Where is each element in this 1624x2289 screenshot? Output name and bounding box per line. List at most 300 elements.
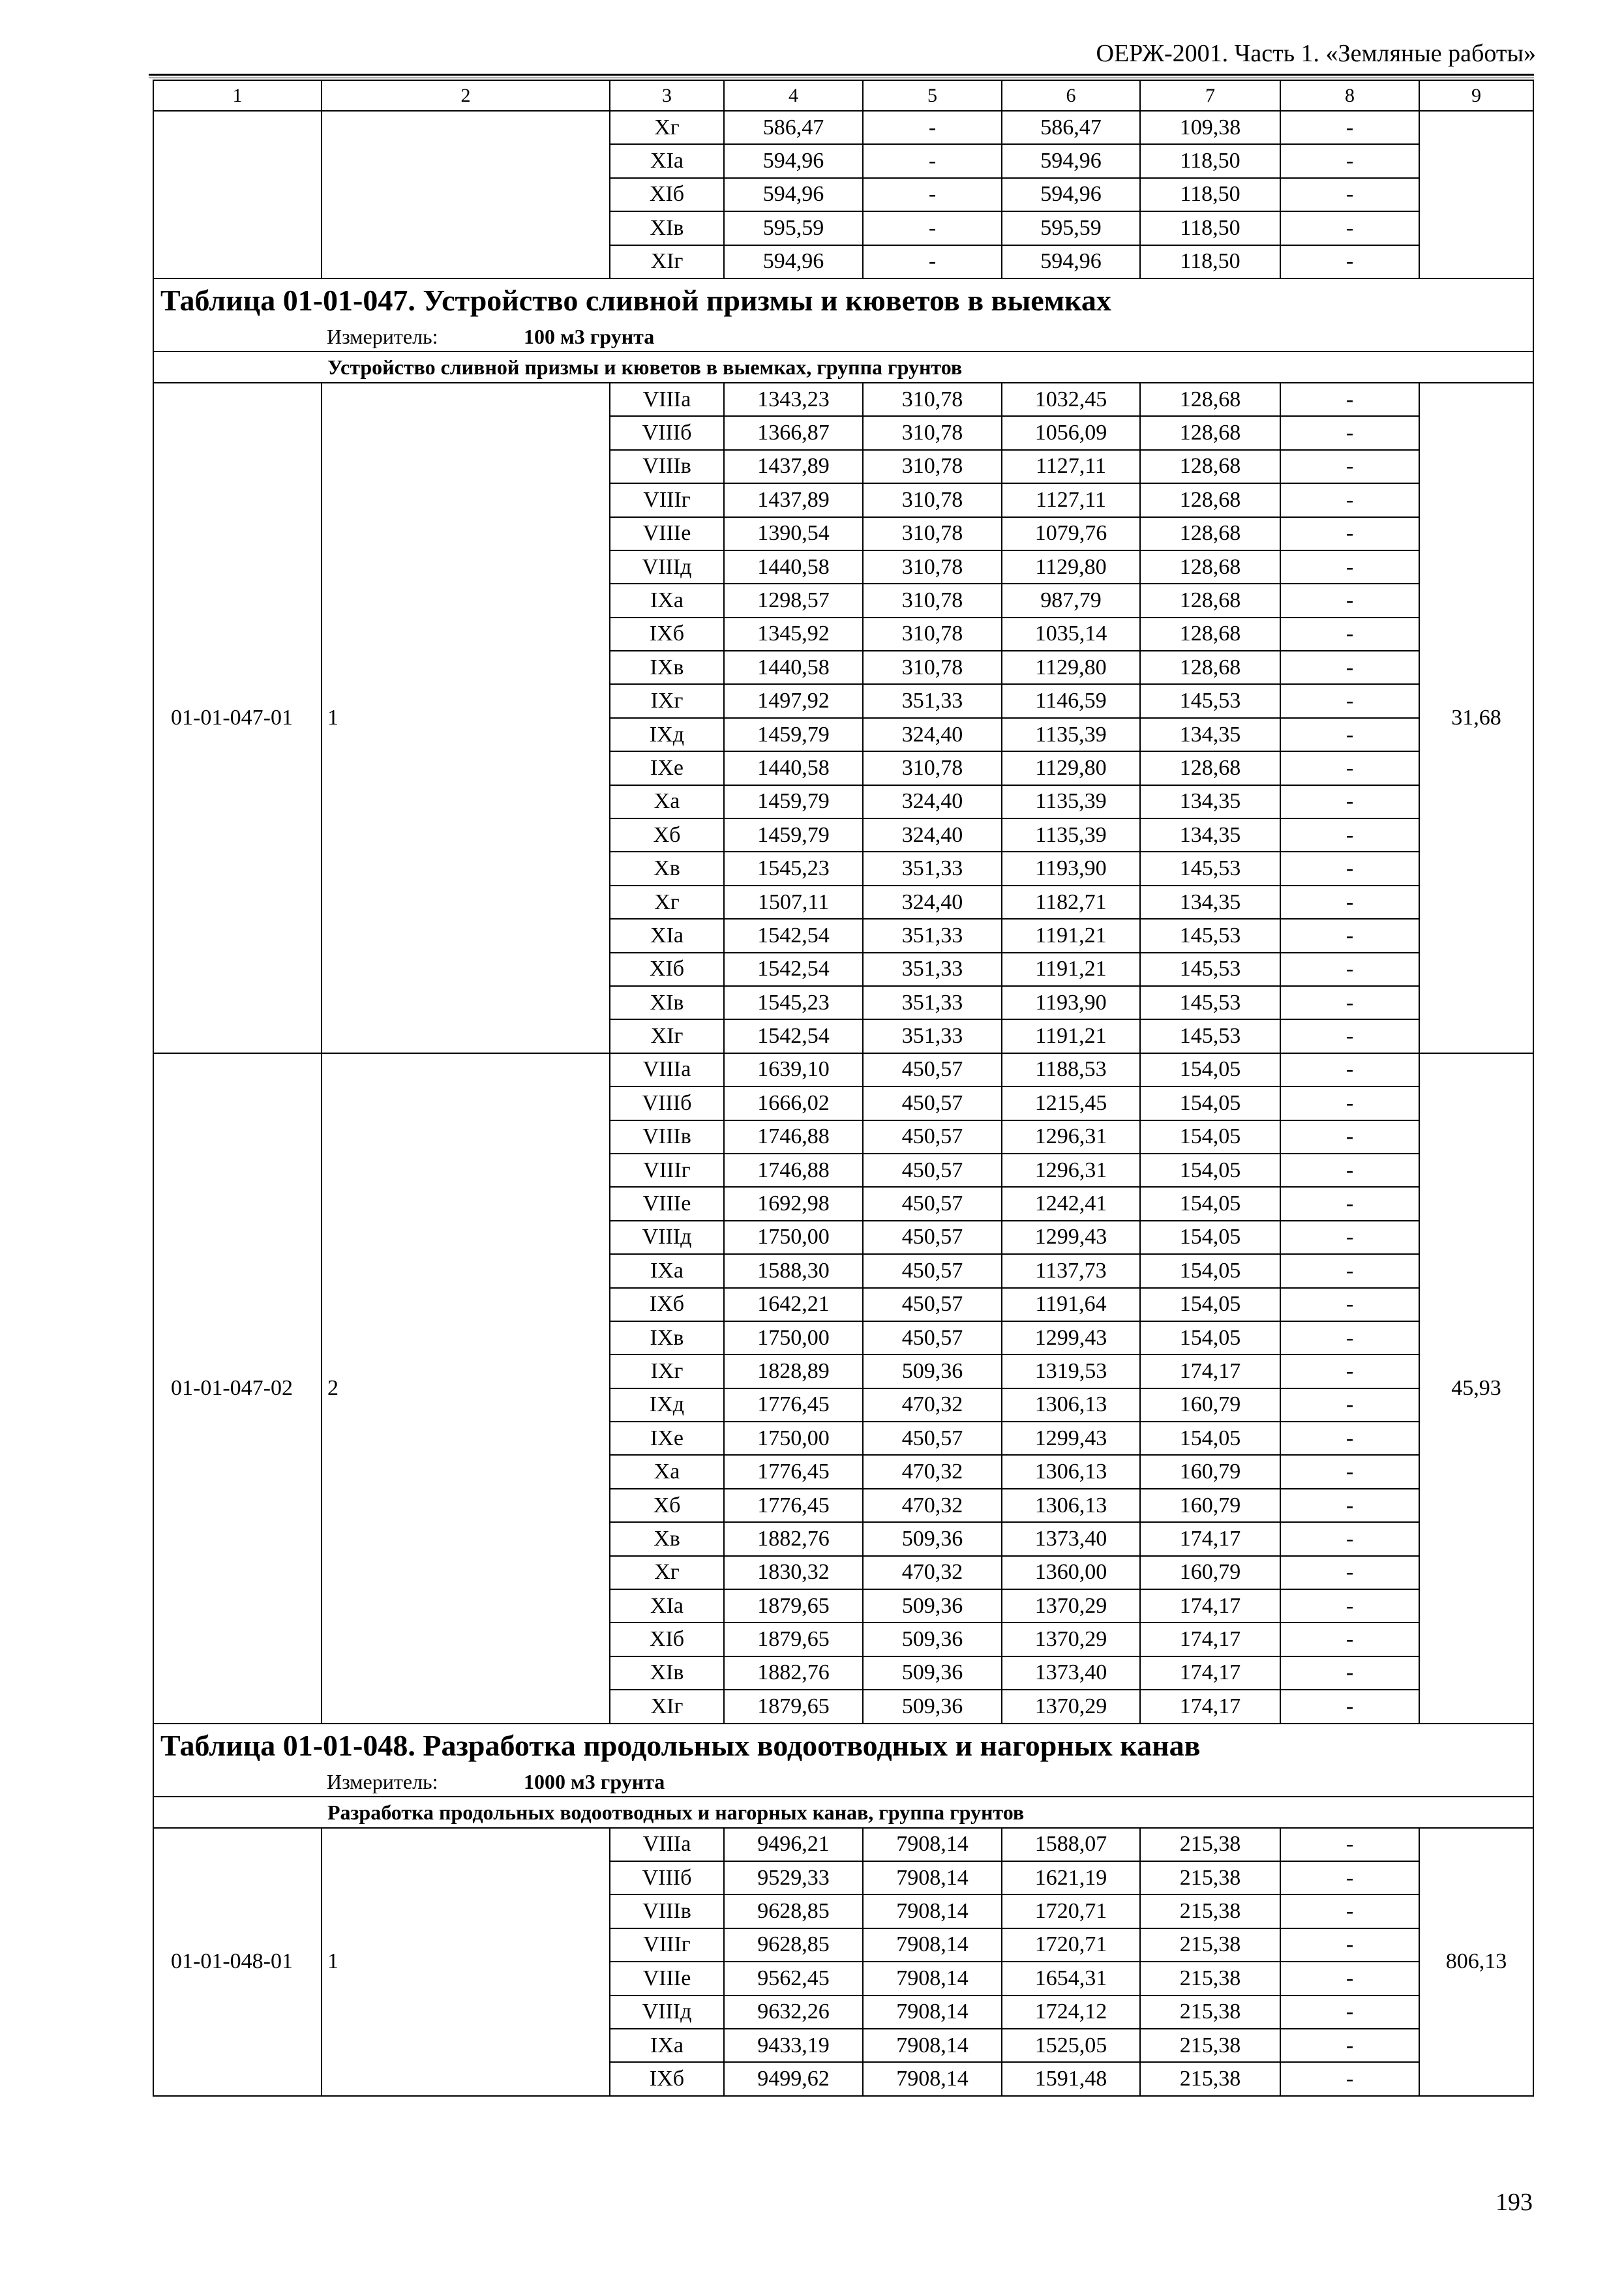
value-cell: 509,36 <box>863 1522 1002 1555</box>
value-cell: 1306,13 <box>1002 1388 1140 1422</box>
value-cell: 1666,02 <box>724 1086 863 1120</box>
soil-group-cell: IXг <box>610 684 724 717</box>
soil-group-cell: VIIIа <box>610 383 724 416</box>
value-cell: 9496,21 <box>724 1828 863 1861</box>
value-cell: 1437,89 <box>724 483 863 516</box>
soil-group-cell: XIг <box>610 245 724 278</box>
value-cell: 1296,31 <box>1002 1154 1140 1187</box>
value-cell: 118,50 <box>1140 144 1280 177</box>
subheader-row <box>153 1797 1533 1828</box>
value-cell: 9628,85 <box>724 1928 863 1962</box>
value-cell: 9529,33 <box>724 1861 863 1894</box>
value-cell: 154,05 <box>1140 1288 1280 1321</box>
value-cell: 594,96 <box>724 245 863 278</box>
value-cell: - <box>1280 1656 1419 1690</box>
value-cell: 145,53 <box>1140 986 1280 1019</box>
value-cell: - <box>1280 111 1419 144</box>
value-cell: 215,38 <box>1140 1894 1280 1928</box>
value-cell: 215,38 <box>1140 1996 1280 2029</box>
table-row <box>153 111 1533 144</box>
value-cell: 595,59 <box>1002 211 1140 245</box>
value-cell: - <box>1280 818 1419 852</box>
value-cell: 145,53 <box>1140 684 1280 717</box>
soil-group-cell: IXб <box>610 2062 724 2095</box>
value-cell: 1440,58 <box>724 550 863 584</box>
value-cell: 174,17 <box>1140 1589 1280 1623</box>
value-cell: 1129,80 <box>1002 651 1140 684</box>
value-cell: 7908,14 <box>863 2062 1002 2095</box>
subheader-cell <box>153 1797 1533 1828</box>
value-cell: - <box>1280 1996 1419 2029</box>
value-cell: 1750,00 <box>724 1221 863 1254</box>
soil-group-cell: VIIIв <box>610 1120 724 1154</box>
value-cell: 450,57 <box>863 1086 1002 1120</box>
value-cell: 1366,87 <box>724 416 863 449</box>
value-cell: 154,05 <box>1140 1221 1280 1254</box>
value-cell: 128,68 <box>1140 618 1280 651</box>
subheader-row <box>153 352 1533 383</box>
soil-group-cell: VIIIд <box>610 550 724 584</box>
soil-group-cell: VIIIб <box>610 1086 724 1120</box>
value-cell: 1639,10 <box>724 1053 863 1086</box>
measure-cell <box>153 322 1533 352</box>
value-cell: 1296,31 <box>1002 1120 1140 1154</box>
value-cell: 109,38 <box>1140 111 1280 144</box>
soil-group-cell: VIIIг <box>610 1154 724 1187</box>
value-cell: 1135,39 <box>1002 718 1140 751</box>
value-cell: 987,79 <box>1002 584 1140 617</box>
value-cell: 1129,80 <box>1002 751 1140 785</box>
value-cell: 1129,80 <box>1002 550 1140 584</box>
value-cell: 1542,54 <box>724 1019 863 1053</box>
table-title: Таблица 01-01-047. Устройство сливной призмы и кюветов в выемках <box>153 278 1533 322</box>
value-cell: - <box>863 211 1002 245</box>
soil-group-cell: IXб <box>610 618 724 651</box>
value-cell: 7908,14 <box>863 1861 1002 1894</box>
table-row <box>153 383 1533 416</box>
column-number: 8 <box>1280 80 1419 111</box>
value-cell: 1135,39 <box>1002 785 1140 818</box>
value-cell: 351,33 <box>863 953 1002 986</box>
value-cell: - <box>1280 1828 1419 1861</box>
soil-group-cell: VIIIе <box>610 1187 724 1220</box>
value-cell: - <box>1280 1962 1419 1995</box>
soil-group-cell: XIв <box>610 211 724 245</box>
value-cell: 450,57 <box>863 1254 1002 1287</box>
rate-code: 01-01-047-02 <box>153 1053 322 1724</box>
value-cell: 1345,92 <box>724 618 863 651</box>
value-cell: 470,32 <box>863 1489 1002 1522</box>
value-cell: 215,38 <box>1140 1962 1280 1995</box>
soil-group-cell: XIб <box>610 178 724 211</box>
value-cell: - <box>1280 1053 1419 1086</box>
value-cell: 128,68 <box>1140 550 1280 584</box>
value-cell: 1056,09 <box>1002 416 1140 449</box>
value-cell: 1191,64 <box>1002 1288 1140 1321</box>
value-cell: 1776,45 <box>724 1489 863 1522</box>
value-cell: 450,57 <box>863 1120 1002 1154</box>
value-cell: 7908,14 <box>863 1928 1002 1962</box>
value-cell: 1545,23 <box>724 986 863 1019</box>
value-cell: 154,05 <box>1140 1053 1280 1086</box>
value-cell: - <box>1280 1120 1419 1154</box>
value-cell: 1135,39 <box>1002 818 1140 852</box>
value-cell: 1373,40 <box>1002 1656 1140 1690</box>
soil-group-cell: VIIIб <box>610 416 724 449</box>
value-cell: 128,68 <box>1140 584 1280 617</box>
table-title: Таблица 01-01-048. Разработка продольных водоотводных и нагорных канав <box>153 1724 1533 1767</box>
value-cell: 1692,98 <box>724 1187 863 1220</box>
value-cell: 174,17 <box>1140 1354 1280 1388</box>
value-cell: 1776,45 <box>724 1455 863 1488</box>
value-cell: 1545,23 <box>724 852 863 885</box>
table-body <box>153 80 1533 2096</box>
value-cell: 351,33 <box>863 852 1002 885</box>
value-cell: - <box>1280 1522 1419 1555</box>
soil-group-cell: XIг <box>610 1690 724 1723</box>
value-cell: 1776,45 <box>724 1388 863 1422</box>
value-cell: 145,53 <box>1140 1019 1280 1053</box>
soil-group-cell: Xг <box>610 886 724 919</box>
value-cell: 1306,13 <box>1002 1455 1140 1488</box>
column-number: 9 <box>1419 80 1533 111</box>
value-cell: 7908,14 <box>863 1828 1002 1861</box>
value-cell: 324,40 <box>863 718 1002 751</box>
value-cell: 509,36 <box>863 1623 1002 1656</box>
column-number: 6 <box>1002 80 1140 111</box>
value-cell: - <box>1280 953 1419 986</box>
soil-group-cell: IXд <box>610 718 724 751</box>
value-cell: 7908,14 <box>863 1962 1002 1995</box>
page-number: 193 <box>1496 2189 1533 2216</box>
value-cell: 215,38 <box>1140 2062 1280 2095</box>
value-cell: 1440,58 <box>724 651 863 684</box>
value-cell: 1437,89 <box>724 450 863 483</box>
value-cell: 1879,65 <box>724 1690 863 1723</box>
header-rule <box>149 74 1534 76</box>
value-cell: 154,05 <box>1140 1120 1280 1154</box>
value-cell: - <box>1280 211 1419 245</box>
value-cell: 1459,79 <box>724 785 863 818</box>
rate-number: 2 <box>322 1053 610 1724</box>
code-cell <box>153 111 322 278</box>
value-cell: - <box>1280 1288 1419 1321</box>
rate-number: 1 <box>322 1828 610 2096</box>
value-cell: 160,79 <box>1140 1388 1280 1422</box>
soil-group-cell: IXб <box>610 1288 724 1321</box>
value-cell: 450,57 <box>863 1187 1002 1220</box>
value-cell: 160,79 <box>1140 1489 1280 1522</box>
value-cell: 310,78 <box>863 483 1002 516</box>
value-cell: 9632,26 <box>724 1996 863 2029</box>
value-cell: 1215,45 <box>1002 1086 1140 1120</box>
measure-cell <box>153 1767 1533 1797</box>
value-cell: 586,47 <box>724 111 863 144</box>
value-cell: 134,35 <box>1140 718 1280 751</box>
rate-code: 01-01-047-01 <box>153 383 322 1053</box>
value-cell: 1459,79 <box>724 818 863 852</box>
soil-group-cell: IXе <box>610 751 724 785</box>
value-cell: 1193,90 <box>1002 986 1140 1019</box>
value-cell: 470,32 <box>863 1388 1002 1422</box>
value-cell: 1591,48 <box>1002 2062 1140 2095</box>
soil-group-cell: XIа <box>610 919 724 952</box>
value-cell: 310,78 <box>863 416 1002 449</box>
value-cell: 9628,85 <box>724 1894 863 1928</box>
column-number: 5 <box>863 80 1002 111</box>
value-cell: 1724,12 <box>1002 1996 1140 2029</box>
soil-group-cell: VIIIе <box>610 517 724 550</box>
value-cell: 594,96 <box>724 144 863 177</box>
value-cell: - <box>1280 178 1419 211</box>
value-cell: - <box>1280 1321 1419 1354</box>
value-cell: - <box>1280 517 1419 550</box>
value-cell: - <box>1280 1623 1419 1656</box>
value-cell: - <box>1280 2029 1419 2062</box>
value-cell: 1146,59 <box>1002 684 1140 717</box>
col9-value: 31,68 <box>1419 383 1533 1053</box>
value-cell: - <box>1280 1154 1419 1187</box>
value-cell: - <box>1280 550 1419 584</box>
value-cell: 310,78 <box>863 584 1002 617</box>
rate-number: 1 <box>322 383 610 1053</box>
value-cell: 154,05 <box>1140 1254 1280 1287</box>
value-cell: - <box>863 245 1002 278</box>
value-cell: - <box>1280 886 1419 919</box>
soil-group-cell: VIIIа <box>610 1053 724 1086</box>
value-cell: 1319,53 <box>1002 1354 1140 1388</box>
value-cell: 324,40 <box>863 818 1002 852</box>
value-cell: 351,33 <box>863 986 1002 1019</box>
column-number: 3 <box>610 80 724 111</box>
value-cell: 1750,00 <box>724 1422 863 1455</box>
value-cell: - <box>1280 1221 1419 1254</box>
value-cell: 1191,21 <box>1002 1019 1140 1053</box>
value-cell: 1137,73 <box>1002 1254 1140 1287</box>
value-cell: 310,78 <box>863 550 1002 584</box>
value-cell: 145,53 <box>1140 852 1280 885</box>
value-cell: 1127,11 <box>1002 450 1140 483</box>
value-cell: - <box>1280 919 1419 952</box>
column-number: 2 <box>322 80 610 111</box>
value-cell: 1459,79 <box>724 718 863 751</box>
value-cell: 1299,43 <box>1002 1321 1140 1354</box>
value-cell: 128,68 <box>1140 383 1280 416</box>
soil-group-cell: IXе <box>610 1422 724 1455</box>
value-cell: 310,78 <box>863 651 1002 684</box>
value-cell: 470,32 <box>863 1455 1002 1488</box>
table-title-row <box>153 278 1533 322</box>
column-number-row <box>153 80 1533 111</box>
value-cell: 7908,14 <box>863 1894 1002 1928</box>
soil-group-cell: XIв <box>610 986 724 1019</box>
value-cell: 9499,62 <box>724 2062 863 2095</box>
value-cell: - <box>1280 618 1419 651</box>
value-cell: 1750,00 <box>724 1321 863 1354</box>
value-cell: 215,38 <box>1140 1828 1280 1861</box>
value-cell: 1879,65 <box>724 1623 863 1656</box>
soil-group-cell: Xа <box>610 1455 724 1488</box>
value-cell: - <box>863 178 1002 211</box>
value-cell: - <box>1280 718 1419 751</box>
soil-group-cell: VIIIв <box>610 1894 724 1928</box>
value-cell: 118,50 <box>1140 211 1280 245</box>
value-cell: - <box>1280 1589 1419 1623</box>
soil-group-cell: VIIIв <box>610 450 724 483</box>
subheader-cell <box>153 352 1533 383</box>
value-cell: - <box>1280 1422 1419 1455</box>
value-cell: 1828,89 <box>724 1354 863 1388</box>
value-cell: 1035,14 <box>1002 618 1140 651</box>
soil-group-cell: XIг <box>610 1019 724 1053</box>
measure-value: 100 м3 грунта <box>524 324 655 348</box>
soil-group-cell: VIIIг <box>610 1928 724 1962</box>
value-cell: 1306,13 <box>1002 1489 1140 1522</box>
value-cell: 9562,45 <box>724 1962 863 1995</box>
value-cell: 1588,30 <box>724 1254 863 1287</box>
value-cell: 134,35 <box>1140 886 1280 919</box>
value-cell: - <box>1280 1861 1419 1894</box>
column-number: 7 <box>1140 80 1280 111</box>
value-cell: 509,36 <box>863 1589 1002 1623</box>
value-cell: 450,57 <box>863 1288 1002 1321</box>
value-cell: 1882,76 <box>724 1656 863 1690</box>
value-cell: - <box>1280 852 1419 885</box>
soil-group-cell: VIIIд <box>610 1996 724 2029</box>
measure-label: Измеритель: <box>327 324 438 348</box>
value-cell: 310,78 <box>863 751 1002 785</box>
value-cell: 128,68 <box>1140 416 1280 449</box>
value-cell: 215,38 <box>1140 1928 1280 1962</box>
value-cell: - <box>1280 483 1419 516</box>
value-cell: - <box>1280 245 1419 278</box>
value-cell: 450,57 <box>863 1321 1002 1354</box>
soil-group-cell: XIв <box>610 1656 724 1690</box>
value-cell: 174,17 <box>1140 1656 1280 1690</box>
value-cell: 1720,71 <box>1002 1928 1140 1962</box>
value-cell: 594,96 <box>1002 178 1140 211</box>
soil-group-cell: IXд <box>610 1388 724 1422</box>
soil-group-cell: VIIIе <box>610 1962 724 1995</box>
value-cell: 450,57 <box>863 1221 1002 1254</box>
value-cell: 509,36 <box>863 1354 1002 1388</box>
value-cell: 7908,14 <box>863 1996 1002 2029</box>
measure-row <box>153 1767 1533 1797</box>
value-cell: - <box>1280 144 1419 177</box>
value-cell: 324,40 <box>863 886 1002 919</box>
value-cell: 160,79 <box>1140 1556 1280 1589</box>
soil-group-cell: Xб <box>610 818 724 852</box>
value-cell: 174,17 <box>1140 1690 1280 1723</box>
value-cell: 351,33 <box>863 1019 1002 1053</box>
soil-group-cell: Xв <box>610 852 724 885</box>
value-cell: 1191,21 <box>1002 953 1140 986</box>
value-cell: 145,53 <box>1140 919 1280 952</box>
soil-group-cell: Xг <box>610 1556 724 1589</box>
soil-group-cell: VIIIб <box>610 1861 724 1894</box>
value-cell: 7908,14 <box>863 2029 1002 2062</box>
value-cell: 450,57 <box>863 1053 1002 1086</box>
value-cell: - <box>863 111 1002 144</box>
value-cell: 1299,43 <box>1002 1221 1140 1254</box>
value-cell: 9433,19 <box>724 2029 863 2062</box>
value-cell: 1182,71 <box>1002 886 1140 919</box>
value-cell: 1191,21 <box>1002 919 1140 952</box>
value-cell: 1298,57 <box>724 584 863 617</box>
soil-group-cell: IXг <box>610 1354 724 1388</box>
value-cell: 118,50 <box>1140 245 1280 278</box>
value-cell: 174,17 <box>1140 1522 1280 1555</box>
col9-value: 45,93 <box>1419 1053 1533 1724</box>
value-cell: 586,47 <box>1002 111 1140 144</box>
soil-group-cell: XIа <box>610 144 724 177</box>
value-cell: 1370,29 <box>1002 1623 1140 1656</box>
value-cell: 128,68 <box>1140 517 1280 550</box>
value-cell: - <box>1280 751 1419 785</box>
value-cell: 1882,76 <box>724 1522 863 1555</box>
measure-row <box>153 322 1533 352</box>
soil-group-cell: Xв <box>610 1522 724 1555</box>
value-cell: - <box>1280 1690 1419 1723</box>
value-cell: 215,38 <box>1140 2029 1280 2062</box>
name-cell <box>322 111 610 278</box>
value-cell: - <box>1280 1187 1419 1220</box>
col9-value: 806,13 <box>1419 1828 1533 2096</box>
value-cell: 310,78 <box>863 517 1002 550</box>
soil-group-cell: IXв <box>610 651 724 684</box>
value-cell: 594,96 <box>1002 144 1140 177</box>
table-row <box>153 1828 1533 1861</box>
value-cell: 128,68 <box>1140 483 1280 516</box>
soil-group-cell: XIа <box>610 1589 724 1623</box>
value-cell: - <box>1280 651 1419 684</box>
soil-group-cell: IXа <box>610 584 724 617</box>
rate-code: 01-01-048-01 <box>153 1828 322 2096</box>
value-cell: 595,59 <box>724 211 863 245</box>
value-cell: 1373,40 <box>1002 1522 1140 1555</box>
value-cell: 1370,29 <box>1002 1589 1140 1623</box>
value-cell: - <box>1280 416 1419 449</box>
value-cell: 594,96 <box>1002 245 1140 278</box>
value-cell: 215,38 <box>1140 1861 1280 1894</box>
value-cell: - <box>1280 1455 1419 1488</box>
value-cell: 1542,54 <box>724 953 863 986</box>
value-cell: 1079,76 <box>1002 517 1140 550</box>
value-cell: - <box>1280 1556 1419 1589</box>
value-cell: 154,05 <box>1140 1321 1280 1354</box>
value-cell: 154,05 <box>1140 1086 1280 1120</box>
value-cell: 450,57 <box>863 1154 1002 1187</box>
value-cell: 134,35 <box>1140 818 1280 852</box>
value-cell: - <box>1280 986 1419 1019</box>
value-cell: 134,35 <box>1140 785 1280 818</box>
soil-group-cell: Xа <box>610 785 724 818</box>
value-cell: 310,78 <box>863 383 1002 416</box>
measure-label: Измеритель: <box>327 1769 438 1793</box>
value-cell: 1879,65 <box>724 1589 863 1623</box>
value-cell: 1193,90 <box>1002 852 1140 885</box>
value-cell: - <box>863 144 1002 177</box>
value-cell: 1746,88 <box>724 1154 863 1187</box>
value-cell: 145,53 <box>1140 953 1280 986</box>
value-cell: 1642,21 <box>724 1288 863 1321</box>
table-row <box>153 1053 1533 1086</box>
value-cell: 1542,54 <box>724 919 863 952</box>
value-cell: 324,40 <box>863 785 1002 818</box>
value-cell: - <box>1280 1086 1419 1120</box>
value-cell: 1497,92 <box>724 684 863 717</box>
column-number: 4 <box>724 80 863 111</box>
